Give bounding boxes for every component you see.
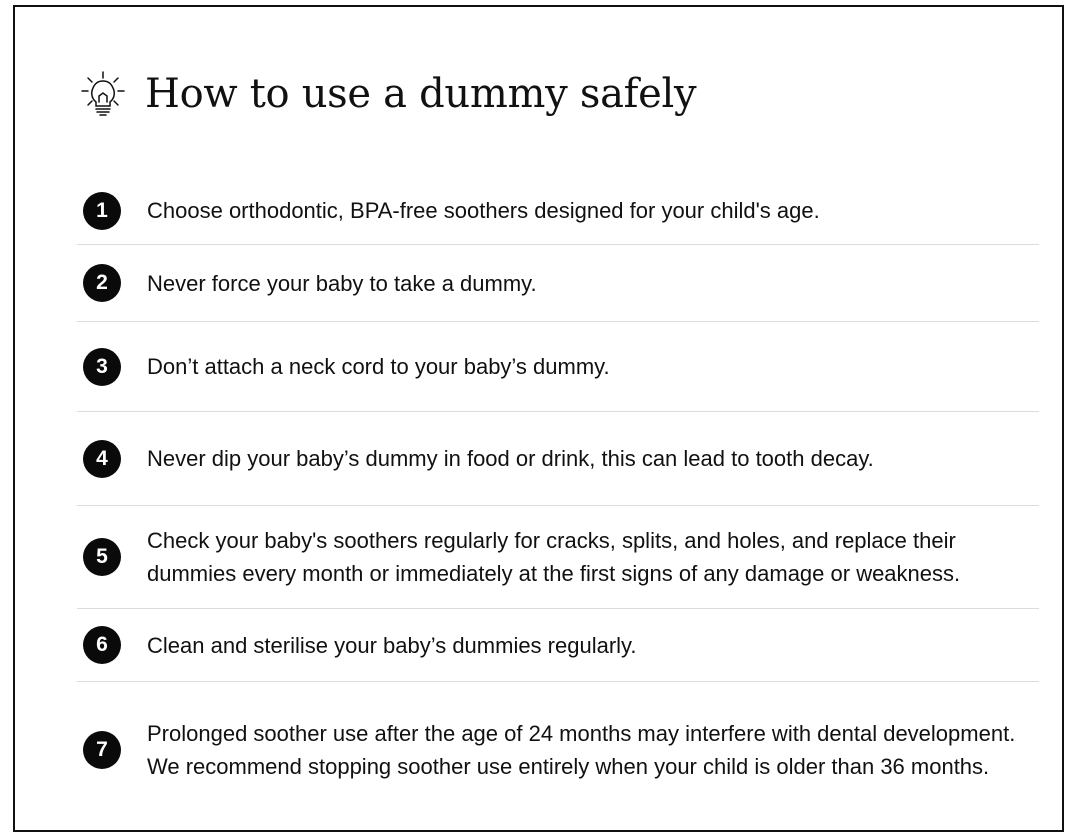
step-number-badge: 1: [83, 192, 121, 230]
step-number-badge: 5: [83, 538, 121, 576]
tips-card: [13, 5, 1064, 832]
step-number-badge: 7: [83, 731, 121, 769]
lightbulb-icon: [77, 68, 129, 120]
list-item: [77, 682, 1039, 818]
tip-text: Clean and sterilise your baby’s dummies regularly.: [147, 632, 637, 658]
tip-text: Never dip your baby’s dummy in food or drink, this can lead to tooth decay.: [147, 446, 874, 471]
tip-text: Prolonged soother use after the age of 24 months may interfere with dental development. We recommend stopping soother use entirely when your child is older than 36 months.: [147, 721, 1016, 779]
tip-text: Check your baby's soothers regularly for cracks, splits, and holes, and replace their dummies every month or immediately at the first signs of any damage or weakness.: [147, 528, 961, 586]
list-item: [77, 609, 1039, 682]
step-number-badge: 3: [83, 348, 121, 386]
list-item: [77, 245, 1039, 322]
list-item: [77, 177, 1039, 245]
step-number-badge: 6: [83, 626, 121, 664]
tip-text: Choose orthodontic, BPA-free soothers designed for your child's age.: [147, 198, 820, 223]
step-number-badge: 2: [83, 264, 121, 302]
page-title: How to use a dummy safely: [145, 71, 697, 117]
list-item: [77, 322, 1039, 412]
tip-text: Don’t attach a neck cord to your baby’s dummy.: [147, 354, 610, 379]
list-item: [77, 412, 1039, 506]
list-item: [77, 506, 1039, 609]
step-number-badge: 4: [83, 440, 121, 478]
tip-text: Never force your baby to take a dummy.: [147, 270, 537, 296]
card-header: [77, 59, 696, 129]
